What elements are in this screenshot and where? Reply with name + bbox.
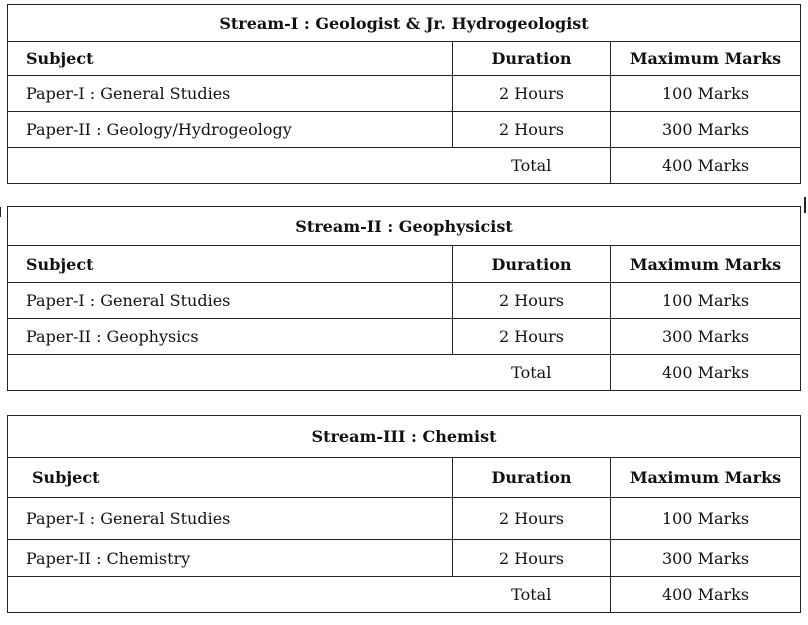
page-edge-mark [804, 197, 806, 213]
subject-cell: Paper-I : General Studies [8, 283, 453, 319]
subject-header: Subject [8, 246, 453, 283]
stream-3-title: Stream-III : Chemist [8, 416, 801, 458]
total-row [8, 148, 801, 184]
total-marks: 400 Marks [611, 355, 801, 391]
duration-header: Duration [453, 42, 611, 76]
marks-cell: 100 Marks [611, 498, 801, 540]
max-marks-header: Maximum Marks [611, 246, 801, 283]
duration-cell: 2 Hours [453, 76, 611, 112]
table-row [8, 76, 801, 112]
max-marks-header: Maximum Marks [611, 42, 801, 76]
marks-cell: 100 Marks [611, 76, 801, 112]
subject-cell: Paper-I : General Studies [8, 76, 453, 112]
subject-header: Subject [8, 42, 453, 76]
empty-cell [8, 355, 453, 391]
total-label: Total [453, 577, 611, 613]
stream-1-title: Stream-I : Geologist & Jr. Hydrogeologist [8, 5, 801, 42]
duration-header: Duration [453, 246, 611, 283]
page-edge-mark [0, 207, 1, 217]
subject-cell: Paper-II : Geophysics [8, 319, 453, 355]
marks-cell: 300 Marks [611, 112, 801, 148]
subject-header: Subject [8, 458, 453, 498]
total-label: Total [453, 148, 611, 184]
empty-cell [8, 577, 453, 613]
table-row [8, 498, 801, 540]
stream-3-table [7, 415, 801, 613]
duration-header: Duration [453, 458, 611, 498]
total-label: Total [453, 355, 611, 391]
marks-cell: 300 Marks [611, 319, 801, 355]
empty-cell [8, 148, 453, 184]
table-row [8, 112, 801, 148]
stream-1-table [7, 4, 801, 184]
table-row [8, 319, 801, 355]
duration-cell: 2 Hours [453, 498, 611, 540]
marks-cell: 100 Marks [611, 283, 801, 319]
stream-2-title: Stream-II : Geophysicist [8, 207, 801, 246]
duration-cell: 2 Hours [453, 540, 611, 577]
table-row [8, 540, 801, 577]
duration-cell: 2 Hours [453, 319, 611, 355]
duration-cell: 2 Hours [453, 112, 611, 148]
subject-cell: Paper-I : General Studies [8, 498, 453, 540]
stream-2-table [7, 206, 801, 391]
total-row [8, 355, 801, 391]
table-row [8, 283, 801, 319]
total-marks: 400 Marks [611, 577, 801, 613]
subject-cell: Paper-II : Chemistry [8, 540, 453, 577]
total-row [8, 577, 801, 613]
max-marks-header: Maximum Marks [611, 458, 801, 498]
subject-cell: Paper-II : Geology/Hydrogeology [8, 112, 453, 148]
duration-cell: 2 Hours [453, 283, 611, 319]
total-marks: 400 Marks [611, 148, 801, 184]
marks-cell: 300 Marks [611, 540, 801, 577]
